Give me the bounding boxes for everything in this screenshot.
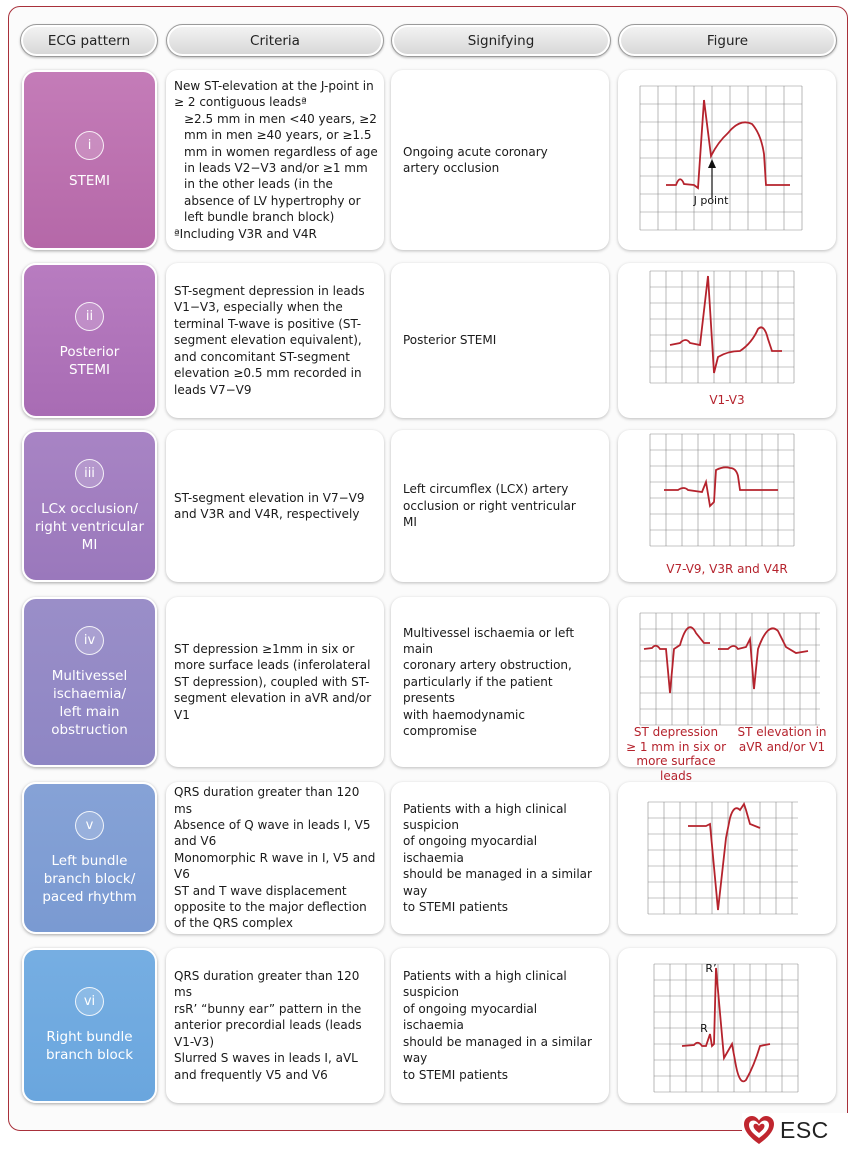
criteria-cell-posterior-stemi: [166, 263, 384, 418]
numeral-badge: vi: [75, 987, 104, 1016]
numeral-badge: i: [75, 131, 104, 160]
figure-caption: V1-V3: [709, 393, 745, 407]
signifying-cell-posterior-stemi: Posterior STEMI: [391, 263, 609, 418]
pattern-cell-lcx-occlusion: [22, 430, 157, 582]
criteria-cell-stemi: [166, 70, 384, 250]
criteria-line: ST-segment depression in leads V1−V3, especially when the terminal T-wave is positive (ST-segment elevation equivalent), and concomitant ST-segment elevation ≥0.5 mm recorded in leads V7−V9: [174, 284, 365, 397]
criteria-line: QRS duration greater than 120 ms: [174, 969, 360, 1000]
pattern-label: Posterior STEMI: [59, 344, 120, 378]
criteria-cell-lcx-occlusion: [166, 430, 384, 582]
pattern-label: Left bundle branch block/ paced rhythm: [42, 852, 137, 905]
header-figure: Figure: [618, 24, 837, 57]
heart-icon: [742, 1114, 776, 1146]
pattern-label: LCx occlusion/ right ventricular MI: [34, 500, 144, 553]
arrow-head: [708, 159, 716, 168]
ecg-trace: [682, 968, 770, 1081]
pattern-label: STEMI: [69, 172, 110, 189]
ecg-trace: [670, 276, 782, 373]
criteria-cell-lbbb: [166, 782, 384, 934]
figure-cell-lbbb: [618, 782, 836, 934]
pattern-cell-multivessel: [22, 597, 157, 767]
pattern-label: Multivessel ischaemia/ left main obstruction: [51, 667, 128, 738]
pattern-label: Right bundle branch block: [45, 1029, 134, 1063]
signifying-cell-stemi: Ongoing acute coronary artery occlusion: [391, 70, 609, 250]
criteria-line: rsR’ “bunny ear” pattern in the anterior precordial leads (leads V1-V3): [174, 1001, 362, 1049]
header-criteria: Criteria: [166, 24, 384, 57]
numeral-badge: iv: [75, 626, 104, 655]
ecg-grid: [640, 86, 802, 230]
figure-caption: V7-V9, V3R and V4R: [666, 562, 788, 576]
signifying-cell-lbbb: Patients with a high clinical suspicion of ongoing myocardial ischaemia should be managed in a similar way to STEMI patients: [391, 782, 609, 934]
numeral-badge: v: [75, 811, 104, 840]
pattern-cell-posterior-stemi: [22, 263, 157, 418]
figure-caption-left: ST depression ≥ 1 mm in six or more surface leads: [625, 725, 727, 783]
criteria-line: New ST-elevation at the J-point in ≥ 2 contiguous leadsª: [174, 78, 374, 110]
criteria-line: ST depression ≥1mm in six or more surface leads (inferolateral ST depression), coupled with ST-segment elevation in aVR and/or V1: [174, 641, 372, 722]
r-prime-label: R’: [705, 962, 717, 975]
criteria-line: Slurred S waves in leads I, aVL and frequently V5 and V6: [174, 1051, 358, 1082]
figure-cell-stemi: [618, 70, 836, 250]
pattern-cell-stemi: [22, 70, 157, 250]
criteria-line: QRS duration greater than 120 ms: [174, 785, 360, 816]
criteria-line: ST and T wave displacement opposite to the major deflection of the QRS complex: [174, 883, 367, 931]
esc-logo: [742, 1113, 850, 1147]
signifying-cell-rbbb: Patients with a high clinical suspicion of ongoing myocardial ischaemia should be managed in a similar way to STEMI patients: [391, 948, 609, 1103]
figure-caption-right: ST elevation in aVR and/or V1: [737, 725, 827, 754]
ecg-figure-lbbb: [618, 782, 836, 934]
numeral-badge: iii: [75, 459, 104, 488]
ecg-trace: [688, 804, 760, 910]
ecg-trace: [664, 467, 778, 506]
j-point-label: J point: [693, 194, 729, 207]
pattern-cell-lbbb: [22, 782, 157, 934]
ecg-trace-elevation: [718, 628, 808, 689]
criteria-line: Monomorphic R wave in I, V5 and V6: [174, 850, 376, 882]
criteria-line: ST-segment elevation in V7−V9 and V3R and V4R, respectively: [174, 490, 365, 521]
ecg-grid: [650, 271, 794, 383]
criteria-cell-multivessel: [166, 597, 384, 767]
ecg-figure-rbbb: [618, 948, 836, 1103]
header-signifying: Signifying: [391, 24, 611, 57]
criteria-cell-rbbb: [166, 948, 384, 1103]
figure-cell-multivessel: [618, 597, 836, 783]
criteria-line: Absence of Q wave in leads I, V5 and V6: [174, 817, 371, 849]
pattern-cell-rbbb: [22, 948, 157, 1103]
figure-cell-posterior-stemi: [618, 263, 836, 418]
ecg-trace: [666, 100, 790, 188]
header-ecg-pattern: ECG pattern: [20, 24, 158, 57]
criteria-line: ≥2.5 mm in men <40 years, ≥2 mm in men ≥40 years, or ≥1.5 mm in women regardless of age in leads V2−V3 and/or ≥1 mm in the other leads (in the absence of LV hypertrophy or left bundle branch block): [184, 111, 378, 225]
numeral-badge: ii: [75, 302, 104, 331]
logo-text: ESC: [780, 1116, 829, 1143]
figure-cell-lcx-occlusion: [618, 430, 836, 582]
ecg-figure-lcx: [618, 430, 836, 582]
ecg-figure-stemi: [618, 70, 836, 250]
r-wave-label: R: [700, 1022, 708, 1035]
signifying-cell-multivessel: Multivessel ischaemia or left main coronary artery obstruction, particularly if the patient presents with haemodynamic compromise: [391, 597, 609, 767]
ecg-grid: [654, 964, 798, 1092]
ecg-trace-depression: [644, 627, 710, 693]
figure-cell-rbbb: [618, 948, 836, 1103]
criteria-footnote: ªIncluding V3R and V4R: [174, 226, 317, 241]
signifying-cell-lcx-occlusion: Left circumflex (LCX) artery occlusion or right ventricular MI: [391, 430, 609, 582]
